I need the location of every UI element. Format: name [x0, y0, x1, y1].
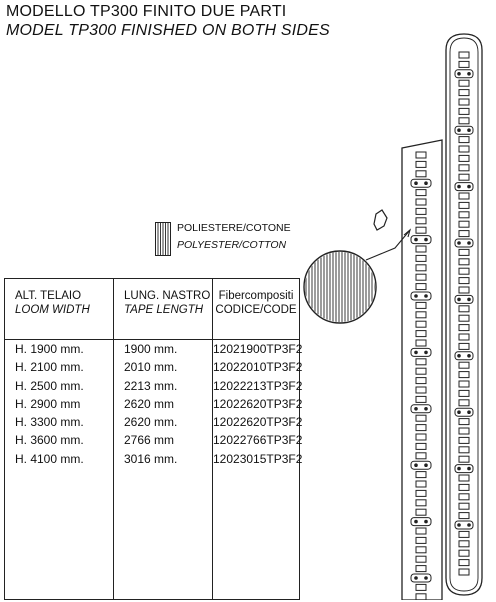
- cell-tape-length: 2213 mm.: [124, 378, 178, 393]
- material-legend: [155, 221, 305, 261]
- header-code: [213, 279, 300, 340]
- cell-tape-length: 2620 mm.: [124, 415, 178, 430]
- cell-loom-width: H. 2500 mm.: [15, 378, 84, 393]
- cell-code: 12022010TP3F2: [213, 360, 303, 375]
- cell-code: 12021900TP3F2: [213, 342, 303, 356]
- header-loom-width-it: ALT. TELAIO: [15, 290, 82, 302]
- cell-loom-width: H. 2900 mm: [15, 396, 81, 411]
- cell-code: 12023015TP3F2: [213, 451, 303, 466]
- cell-loom-width: H. 4100 mm.: [15, 451, 84, 466]
- header-tape-length-en: TAPE LENGTH: [124, 304, 204, 316]
- cross-section-detail: [304, 230, 410, 326]
- header-loom-width-en: LOOM WIDTH: [15, 304, 90, 316]
- rear-tape-holes: [411, 152, 431, 600]
- cell-code: 12022766TP3F2: [213, 433, 303, 448]
- cell-tape-length: 2766 mm: [124, 433, 175, 448]
- header-code-line2: CODICE/CODE: [215, 304, 297, 316]
- column-code: [213, 340, 303, 600]
- hatch-swatch-icon: [155, 222, 171, 256]
- cell-code: 12022620TP3F2: [213, 415, 303, 430]
- legend-material-italian: POLIESTERE/COTONE: [177, 222, 291, 234]
- cell-loom-width: H. 3300 mm.: [15, 415, 84, 430]
- spec-table: [4, 278, 303, 600]
- tape-diagram: [300, 30, 494, 600]
- cell-tape-length: 1900 mm.: [124, 342, 178, 356]
- cell-loom-width: H. 3600 mm.: [15, 433, 84, 448]
- cell-code: 12022213TP3F2: [213, 378, 303, 393]
- legend-material-english: POLYESTER/COTTON: [177, 239, 287, 251]
- column-tape-length: [114, 340, 213, 600]
- header-tape-length: [114, 279, 213, 340]
- cell-tape-length: 2010 mm.: [124, 360, 178, 375]
- cell-loom-width: H. 1900 mm.: [15, 342, 84, 356]
- tape-clip-drawing: [374, 210, 387, 230]
- title-italian: MODELLO TP300 FINITO DUE PARTI: [6, 3, 287, 20]
- header-loom-width: [5, 279, 114, 340]
- header-code-line1: Fibercompositi: [218, 290, 294, 302]
- front-tape-holes: [455, 52, 473, 575]
- cell-code: 12022620TP3F2: [213, 396, 303, 411]
- title-english: MODEL TP300 FINISHED ON BOTH SIDES: [6, 22, 330, 39]
- cell-tape-length: 2620 mm: [124, 396, 175, 411]
- cell-tape-length: 3016 mm.: [124, 451, 178, 466]
- column-loom-width: [5, 340, 114, 600]
- header-tape-length-it: LUNG. NASTRO: [124, 290, 211, 302]
- cell-loom-width: H. 2100 mm.: [15, 360, 84, 375]
